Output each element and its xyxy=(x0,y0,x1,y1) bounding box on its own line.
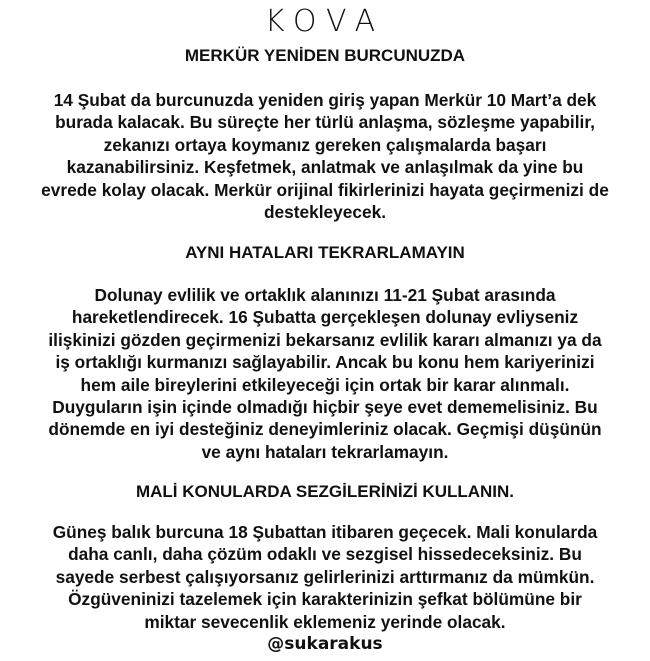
body-line: hareketlendirecek. 16 Şubatta gerçekleşen dolunay evliyseniz xyxy=(71,307,579,328)
section-body-mercury xyxy=(6,89,644,223)
body-line: zekanızı ortaya koymanız gereken çalışmalarda başarı xyxy=(103,134,547,155)
body-line: daha canlı, daha çözüm odaklı ve sezgisel hissedeceksiniz. Bu xyxy=(68,544,582,565)
body-line: burada kalacak. Bu süreçte her türlü anlaşma, sözleşme yapabilir, xyxy=(55,112,595,133)
body-line: 14 Şubat da burcunuzda yeniden giriş yapan Merkür 10 Mart’a dek xyxy=(53,90,597,110)
body-line: Dolunay evlilik ve ortaklık alanınızı 11-21 Şubat arasında xyxy=(94,285,556,305)
body-line: sayede serbest çalışıyorsanız gelirlerinizi arttırmanız da mümkün. xyxy=(55,566,595,587)
section-heading-mistakes: AYNI HATALARI TEKRARLAMAYIN xyxy=(185,243,465,262)
body-line: ve aynı hataları tekrarlamayın. xyxy=(201,441,449,462)
body-line: hem aile bireylerini etkileyeceği için ortak bir karar alınmalı. xyxy=(80,374,570,395)
body-line: Özgüveninizi tazelemek için karakterinizin şefkat bölümüne bir xyxy=(68,589,582,610)
body-line: destekleyecek. xyxy=(263,202,387,223)
body-line: kazanabilirsiniz. Keşfetmek, anlatmak ve anlaşılmak da yine bu xyxy=(66,157,584,178)
body-line: dönemde en iyi desteğiniz deneyimleriniz olacak. Geçmişi düşünün xyxy=(48,419,602,440)
section-body-mistakes xyxy=(6,284,644,463)
body-line: iş ortaklığı kurmanızı sağlayabilir. Ancak bu konu hem kariyerinizi xyxy=(55,352,595,373)
body-line: Duyguların işin içinde olmadığı hiçbir şeye evet dememelisiniz. Bu xyxy=(52,397,598,418)
body-line: evrede kolay olacak. Merkür orijinal fikirlerinizi hayata geçirmenizi de xyxy=(41,179,609,200)
body-line: Güneş balık burcuna 18 Şubattan itibaren geçecek. Mali konularda xyxy=(52,522,598,542)
body-line: miktar sevecenlik eklemeniz yerinde olacak. xyxy=(144,611,506,632)
section-heading-finance: MALİ KONULARDA SEZGİLERİNİZİ KULLANIN. xyxy=(135,482,515,501)
body-line: ilişkinizi gözden geçirmenizi bekarsanız evlilik kararı almanızı ya da xyxy=(48,329,602,350)
author-handle: @sukarakus xyxy=(267,634,383,654)
page-title: KOVA xyxy=(264,4,386,39)
section-body-finance xyxy=(6,521,644,633)
section-heading-mercury: MERKÜR YENİDEN BURCUNUZDA xyxy=(184,46,466,65)
